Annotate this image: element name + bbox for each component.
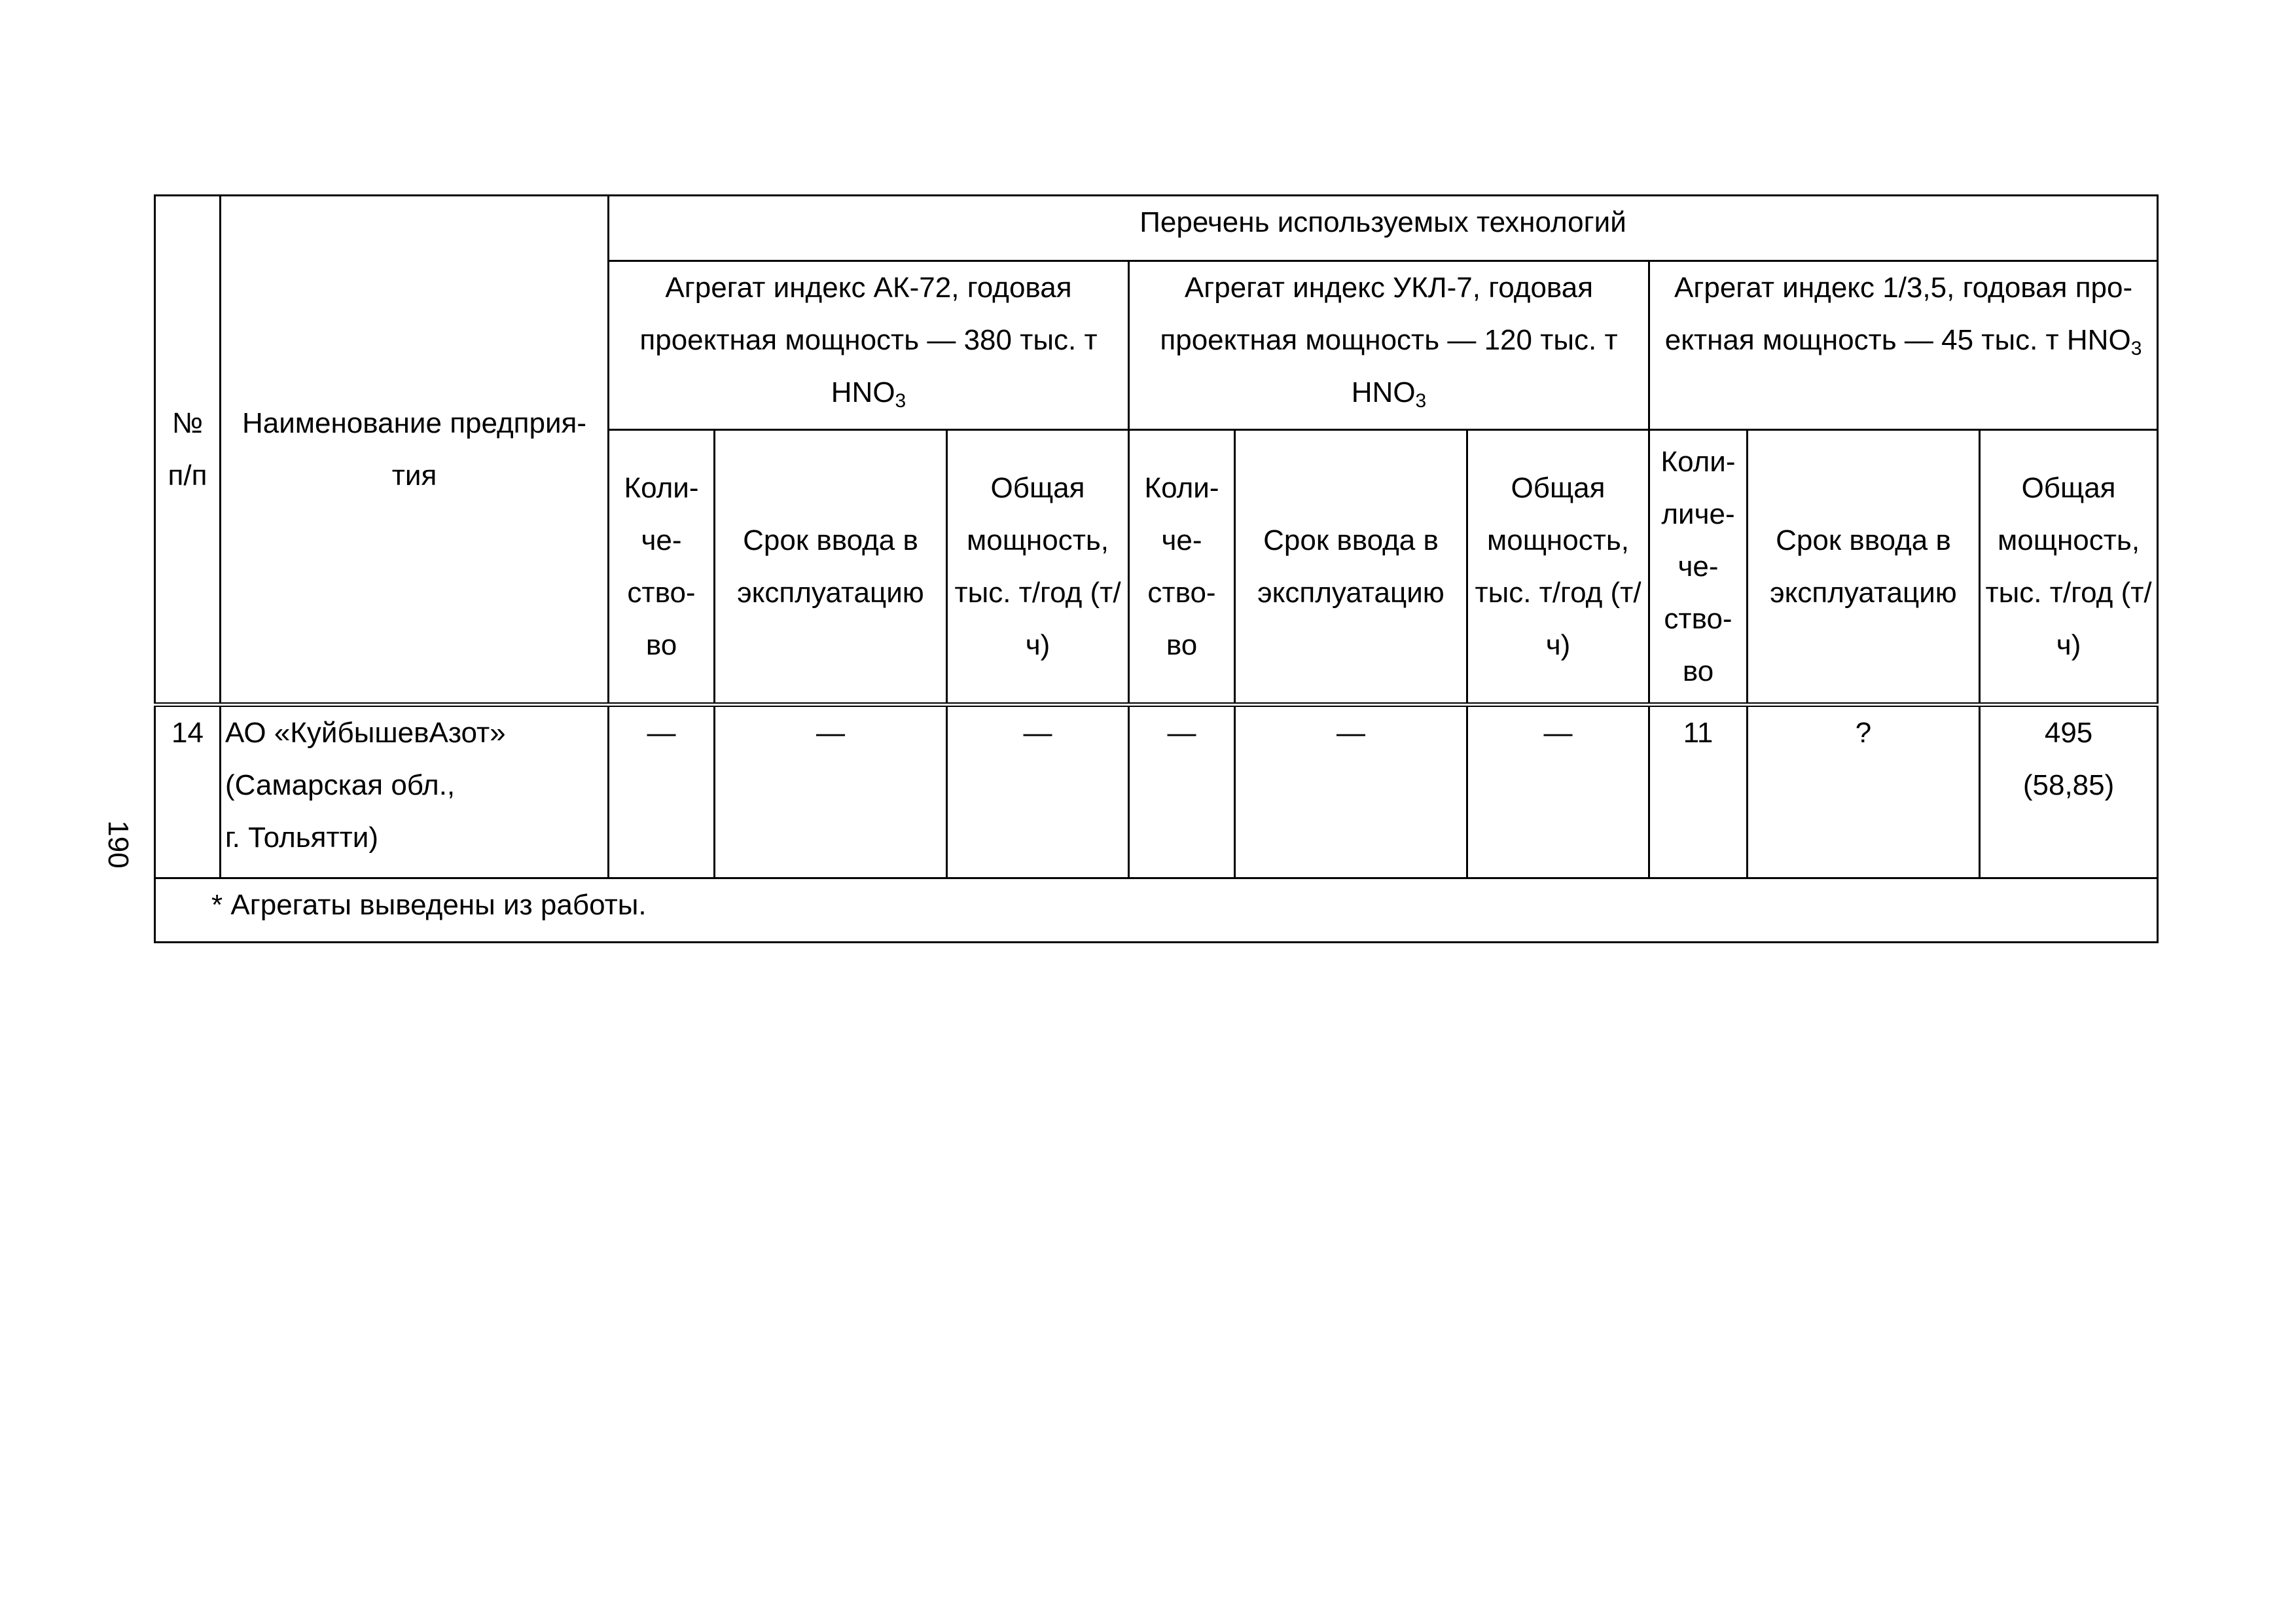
- header-c-power: Общая мощность, тыс. т/год (т/ч): [1980, 430, 2158, 705]
- header-b-power: Общая мощность, тыс. т/год (т/ч): [1467, 430, 1649, 705]
- row-b-power: —: [1467, 705, 1649, 878]
- header-a-date: Срок ввода в эксплуатацию: [715, 430, 947, 705]
- technologies-table: [154, 194, 2159, 943]
- header-enterprise: Наименование предприя-тия: [221, 196, 609, 705]
- row-a-power: —: [947, 705, 1129, 878]
- page-number: 190: [102, 820, 134, 869]
- header-num: № п/п: [155, 196, 221, 705]
- header-unit-1-3-5: Агрегат индекс 1/3,5, годовая про-ектная мощность — 45 тыс. т $HNO_3$: [1649, 261, 2158, 430]
- row-c-qty: 11: [1649, 705, 1748, 878]
- row-c-date: ?: [1748, 705, 1980, 878]
- row-num: 14: [155, 705, 221, 878]
- row-b-date: —: [1235, 705, 1467, 878]
- header-a-power: Общая мощность, тыс. т/год (т/ч): [947, 430, 1129, 705]
- header-b-date: Срок ввода в эксплуатацию: [1235, 430, 1467, 705]
- header-unit-ukl7: Агрегат индекс УКЛ-7, годовая проектная мощность — 120 тыс. т $HNO_3$: [1129, 261, 1649, 430]
- row-enterprise-name: АО «КуйбышевАзот» (Самарская обл., г. Тольятти): [221, 705, 609, 878]
- header-b-qty: Коли- че- ство- во: [1129, 430, 1235, 705]
- row-b-qty: —: [1129, 705, 1235, 878]
- table-row: [155, 705, 2158, 878]
- header-unit-ak72: Агрегат индекс АК-72, годовая проектная мощность — 380 тыс. т $HNO_3$: [609, 261, 1129, 430]
- header-technologies: Перечень используемых технологий: [609, 196, 2158, 261]
- row-a-qty: —: [609, 705, 715, 878]
- row-c-power: 495 (58,85): [1980, 705, 2158, 878]
- row-a-date: —: [715, 705, 947, 878]
- header-a-qty: Коли- че- ство- во: [609, 430, 715, 705]
- table-footnote: * Агрегаты выведены из работы.: [155, 878, 2158, 943]
- header-c-qty: Коли- личе- че- ство- во: [1649, 430, 1748, 705]
- header-c-date: Срок ввода в эксплуатацию: [1748, 430, 1980, 705]
